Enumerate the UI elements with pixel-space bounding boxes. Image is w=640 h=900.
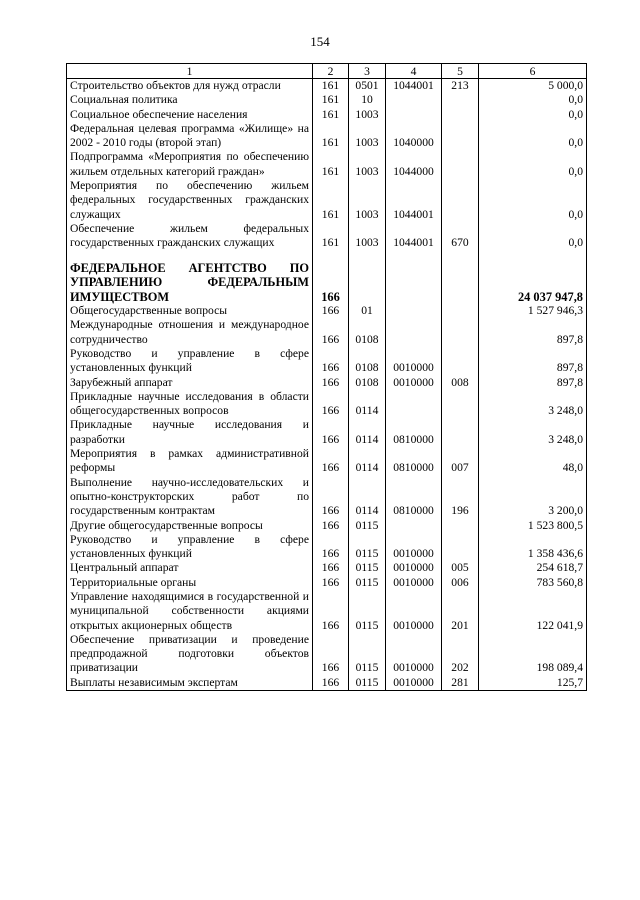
row-name: Обеспечение жильем федеральных государственных гражданских служащих xyxy=(67,222,313,251)
section-code: 01 xyxy=(349,304,386,318)
row-name: ФЕДЕРАЛЬНОЕ АГЕНТСТВО ПО УПРАВЛЕНИЮ ФЕДЕРАЛЬНЫМ ИМУЩЕСТВОМ xyxy=(67,251,313,305)
row-name: Другие общегосударственные вопросы xyxy=(67,519,313,533)
row-name: Строительство объектов для нужд отрасли xyxy=(67,79,313,94)
table-row xyxy=(67,476,587,519)
table-row xyxy=(67,590,587,633)
row-name: Общегосударственные вопросы xyxy=(67,304,313,318)
section-code: 0108 xyxy=(349,347,386,376)
amount: 0,0 xyxy=(479,150,587,179)
ministry-code: 166 xyxy=(313,533,349,562)
section-code: 0114 xyxy=(349,476,386,519)
ministry-code: 166 xyxy=(313,376,349,390)
section-code: 1003 xyxy=(349,179,386,222)
table-row xyxy=(67,533,587,562)
expense-type-code xyxy=(442,150,479,179)
ministry-code: 161 xyxy=(313,79,349,94)
table-row xyxy=(67,576,587,590)
article-code: 0010000 xyxy=(386,676,442,691)
expense-type-code: 213 xyxy=(442,79,479,94)
row-name: Выплаты независимым экспертам xyxy=(67,676,313,691)
table-row xyxy=(67,179,587,222)
ministry-code: 161 xyxy=(313,108,349,122)
page-number: 154 xyxy=(310,34,330,49)
expense-type-code xyxy=(442,93,479,107)
amount: 1 358 436,6 xyxy=(479,533,587,562)
table-row xyxy=(67,79,587,94)
article-code: 0010000 xyxy=(386,376,442,390)
expense-type-code xyxy=(442,533,479,562)
section-code: 0115 xyxy=(349,676,386,691)
amount: 254 618,7 xyxy=(479,561,587,575)
expense-type-code xyxy=(442,318,479,347)
amount: 3 200,0 xyxy=(479,476,587,519)
amount: 198 089,4 xyxy=(479,633,587,676)
section-code xyxy=(349,251,386,305)
ministry-code: 161 xyxy=(313,93,349,107)
row-name: Обеспечение приватизации и проведение предпродажной подготовки объектов приватизации xyxy=(67,633,313,676)
expense-type-code: 202 xyxy=(442,633,479,676)
amount: 0,0 xyxy=(479,222,587,251)
article-code xyxy=(386,304,442,318)
row-name: Зарубежный аппарат xyxy=(67,376,313,390)
ministry-code: 166 xyxy=(313,251,349,305)
article-code: 0010000 xyxy=(386,590,442,633)
table-row xyxy=(67,447,587,476)
amount: 1 523 800,5 xyxy=(479,519,587,533)
table-row xyxy=(67,561,587,575)
ministry-code: 166 xyxy=(313,576,349,590)
article-code xyxy=(386,251,442,305)
expense-type-code xyxy=(442,390,479,419)
article-code xyxy=(386,519,442,533)
section-code: 1003 xyxy=(349,108,386,122)
column-header: 2 xyxy=(313,64,349,79)
ministry-code: 161 xyxy=(313,122,349,151)
expense-type-code xyxy=(442,251,479,305)
article-code: 1044000 xyxy=(386,150,442,179)
section-code: 0115 xyxy=(349,576,386,590)
ministry-code: 166 xyxy=(313,590,349,633)
article-code: 0010000 xyxy=(386,561,442,575)
article-code: 0810000 xyxy=(386,418,442,447)
ministry-code: 166 xyxy=(313,676,349,691)
row-name: Руководство и управление в сфере установленных функций xyxy=(67,347,313,376)
column-header: 3 xyxy=(349,64,386,79)
section-code: 0115 xyxy=(349,561,386,575)
table-row xyxy=(67,318,587,347)
ministry-code: 166 xyxy=(313,519,349,533)
expense-type-code: 007 xyxy=(442,447,479,476)
column-header-row xyxy=(67,64,587,79)
section-code: 1003 xyxy=(349,222,386,251)
table-row xyxy=(67,222,587,251)
ministry-code: 166 xyxy=(313,318,349,347)
table-row xyxy=(67,122,587,151)
expense-type-code xyxy=(442,108,479,122)
article-code: 0810000 xyxy=(386,447,442,476)
amount: 897,8 xyxy=(479,376,587,390)
amount: 897,8 xyxy=(479,318,587,347)
amount: 48,0 xyxy=(479,447,587,476)
amount: 125,7 xyxy=(479,676,587,691)
article-code xyxy=(386,390,442,419)
article-code: 0010000 xyxy=(386,347,442,376)
ministry-code: 166 xyxy=(313,347,349,376)
row-name: Международные отношения и международное сотрудничество xyxy=(67,318,313,347)
amount: 3 248,0 xyxy=(479,418,587,447)
section-code: 0115 xyxy=(349,533,386,562)
section-code: 0108 xyxy=(349,376,386,390)
amount: 0,0 xyxy=(479,108,587,122)
table-row xyxy=(67,676,587,691)
expense-type-code: 196 xyxy=(442,476,479,519)
article-code xyxy=(386,108,442,122)
expense-type-code: 008 xyxy=(442,376,479,390)
article-code xyxy=(386,318,442,347)
ministry-code: 166 xyxy=(313,447,349,476)
table-row xyxy=(67,347,587,376)
column-header: 5 xyxy=(442,64,479,79)
agency-heading-row xyxy=(67,251,587,305)
amount: 3 248,0 xyxy=(479,390,587,419)
table-body xyxy=(67,79,587,691)
expense-type-code xyxy=(442,304,479,318)
row-name: Выполнение научно-исследовательских и опытно-конструкторских работ по государственным контрактам xyxy=(67,476,313,519)
article-code: 0810000 xyxy=(386,476,442,519)
ministry-code: 166 xyxy=(313,304,349,318)
ministry-code: 161 xyxy=(313,150,349,179)
row-name: Мероприятия по обеспечению жильем федеральных государственных гражданских служащих xyxy=(67,179,313,222)
ministry-code: 166 xyxy=(313,633,349,676)
ministry-code: 166 xyxy=(313,561,349,575)
section-code: 0108 xyxy=(349,318,386,347)
row-name: Социальная политика xyxy=(67,93,313,107)
row-name: Прикладные научные исследования в области общегосударственных вопросов xyxy=(67,390,313,419)
expense-type-code xyxy=(442,418,479,447)
amount: 0,0 xyxy=(479,93,587,107)
amount: 0,0 xyxy=(479,122,587,151)
article-code: 1044001 xyxy=(386,222,442,251)
column-header: 6 xyxy=(479,64,587,79)
article-code: 1044001 xyxy=(386,179,442,222)
section-code: 0501 xyxy=(349,79,386,94)
row-name: Социальное обеспечение населения xyxy=(67,108,313,122)
article-code: 1040000 xyxy=(386,122,442,151)
amount: 783 560,8 xyxy=(479,576,587,590)
expense-type-code: 006 xyxy=(442,576,479,590)
row-name: Прикладные научные исследования и разработки xyxy=(67,418,313,447)
ministry-code: 161 xyxy=(313,179,349,222)
ministry-code: 161 xyxy=(313,222,349,251)
section-code: 0114 xyxy=(349,390,386,419)
expense-type-code: 281 xyxy=(442,676,479,691)
article-code xyxy=(386,93,442,107)
section-code: 0115 xyxy=(349,633,386,676)
row-name: Подпрограмма «Мероприятия по обеспечению жильем отдельных категорий граждан» xyxy=(67,150,313,179)
row-name: Центральный аппарат xyxy=(67,561,313,575)
expense-type-code xyxy=(442,122,479,151)
ministry-code: 166 xyxy=(313,418,349,447)
section-code: 1003 xyxy=(349,150,386,179)
section-code: 0114 xyxy=(349,418,386,447)
table-row xyxy=(67,150,587,179)
amount: 1 527 946,3 xyxy=(479,304,587,318)
row-name: Руководство и управление в сфере установленных функций xyxy=(67,533,313,562)
table-row xyxy=(67,376,587,390)
amount: 5 000,0 xyxy=(479,79,587,94)
ministry-code: 166 xyxy=(313,390,349,419)
section-code: 0115 xyxy=(349,590,386,633)
row-name: Федеральная целевая программа «Жилище» на 2002 - 2010 годы (второй этап) xyxy=(67,122,313,151)
expense-type-code xyxy=(442,179,479,222)
amount: 0,0 xyxy=(479,179,587,222)
expense-type-code: 201 xyxy=(442,590,479,633)
article-code: 0010000 xyxy=(386,533,442,562)
section-code: 10 xyxy=(349,93,386,107)
column-header: 4 xyxy=(386,64,442,79)
row-name: Территориальные органы xyxy=(67,576,313,590)
expense-type-code: 005 xyxy=(442,561,479,575)
amount: 122 041,9 xyxy=(479,590,587,633)
column-header: 1 xyxy=(67,64,313,79)
expense-type-code xyxy=(442,519,479,533)
table-row xyxy=(67,93,587,107)
table-row xyxy=(67,390,587,419)
expense-type-code xyxy=(442,347,479,376)
table-row xyxy=(67,108,587,122)
section-code: 1003 xyxy=(349,122,386,151)
expense-type-code: 670 xyxy=(442,222,479,251)
table-row xyxy=(67,304,587,318)
article-code: 0010000 xyxy=(386,633,442,676)
amount: 24 037 947,8 xyxy=(479,251,587,305)
budget-table xyxy=(66,63,587,691)
table-row xyxy=(67,418,587,447)
amount: 897,8 xyxy=(479,347,587,376)
ministry-code: 166 xyxy=(313,476,349,519)
table-row xyxy=(67,519,587,533)
article-code: 1044001 xyxy=(386,79,442,94)
section-code: 0114 xyxy=(349,447,386,476)
row-name: Мероприятия в рамках административной реформы xyxy=(67,447,313,476)
row-name: Управление находящимися в государственной и муниципальной собственности акциями открытых акционерных обществ xyxy=(67,590,313,633)
section-code: 0115 xyxy=(349,519,386,533)
article-code: 0010000 xyxy=(386,576,442,590)
table-row xyxy=(67,633,587,676)
